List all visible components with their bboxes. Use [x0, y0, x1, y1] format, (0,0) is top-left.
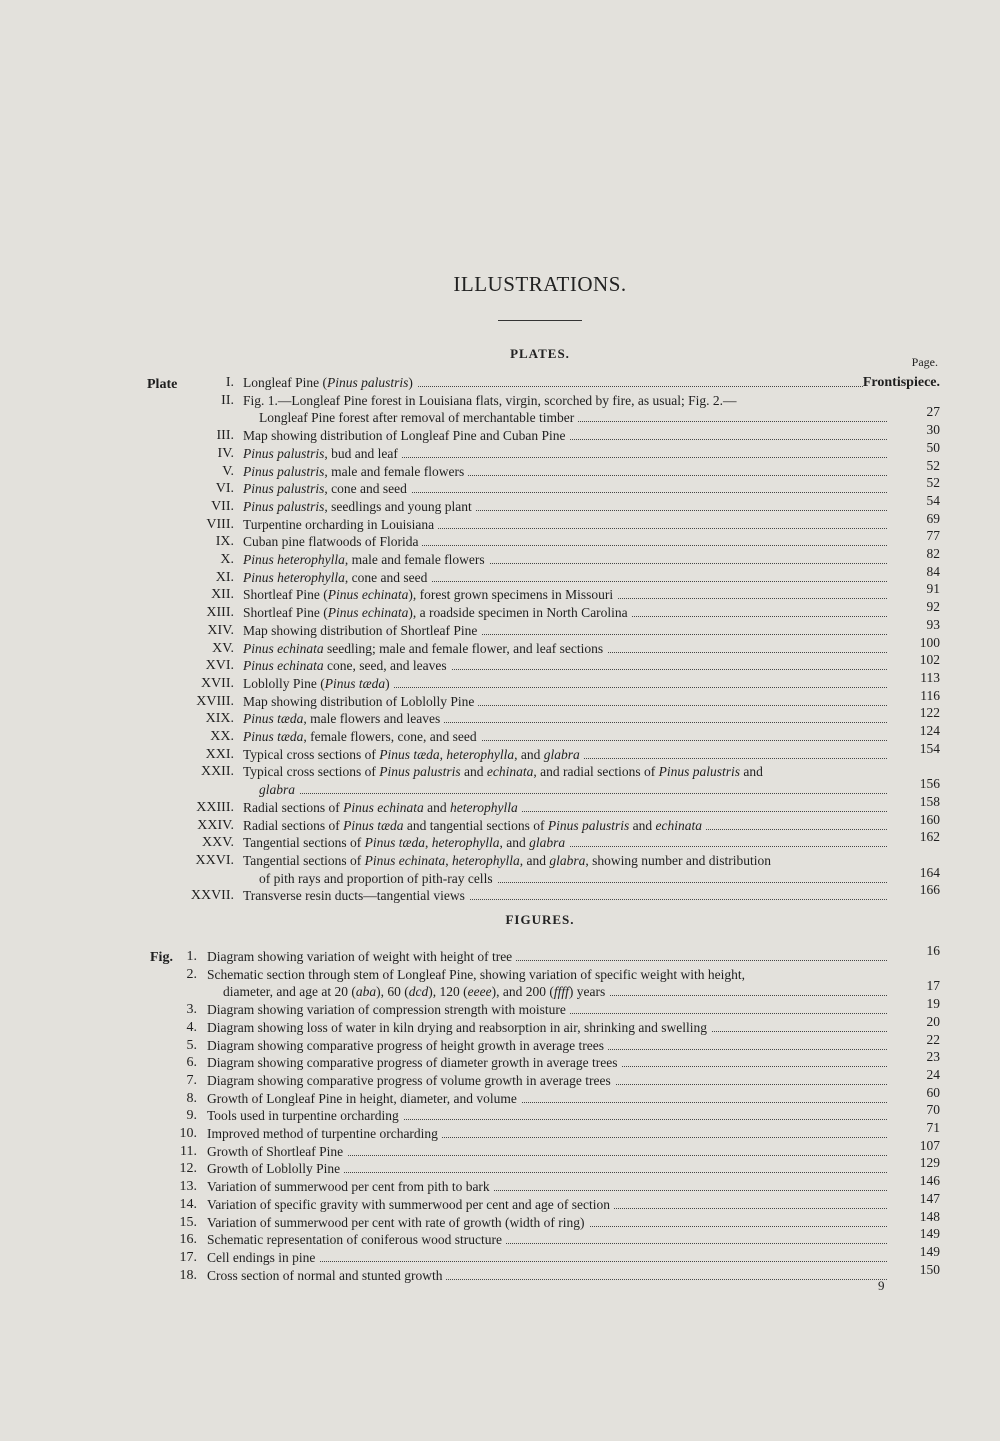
- figure-entry: [0, 1243, 1000, 1266]
- entry-number: IV.: [217, 445, 234, 461]
- entry-title: Diagram showing comparative progress of diameter growth in average trees: [207, 1055, 621, 1070]
- entry-title: Diagram showing comparative progress of volume growth in average trees: [207, 1073, 615, 1088]
- entry-title: Turpentine orcharding in Louisiana: [243, 517, 438, 532]
- entry-page-number: 146: [919, 1173, 940, 1189]
- figure-entry: [0, 1084, 1000, 1107]
- entry-page-number: 82: [926, 546, 940, 561]
- entry-number: 18.: [179, 1267, 197, 1283]
- entry-title: Map showing distribution of Shortleaf Pine: [243, 623, 481, 638]
- figure-entry: [0, 1066, 1000, 1089]
- entry-number: 7.: [186, 1072, 197, 1088]
- entry-number: 2.: [186, 966, 197, 982]
- entry-title: Pinus echinata cone, seed, and leaves: [243, 658, 451, 673]
- entry-title: Map showing distribution of Loblolly Pine: [243, 694, 478, 709]
- entry-page-number: 166: [919, 882, 940, 898]
- entry-title: Radial sections of Pinus tæda and tangential sections of Pinus palustris and echinata: [243, 818, 706, 833]
- entry-page-number: 158: [919, 793, 940, 809]
- entry-page-number: 148: [919, 1208, 940, 1224]
- plate-entry: [0, 439, 1000, 462]
- entry-title: Cuban pine flatwoods of Florida: [243, 534, 422, 549]
- entry-page-number: 91: [926, 581, 940, 597]
- entry-number: XXVII.: [190, 888, 234, 904]
- entry-page-number: 92: [926, 599, 940, 615]
- entry-number: 14.: [179, 1196, 197, 1212]
- entry-page-number: Frontispiece.: [862, 375, 940, 390]
- entry-number: I.: [225, 375, 234, 390]
- plate-entry: [0, 546, 1000, 568]
- plate-entry: [0, 475, 1000, 497]
- entry-continuation: [0, 864, 1000, 887]
- entry-title: Variation of summerwood per cent with rate of growth (width of ring): [207, 1215, 589, 1230]
- entry-number: III.: [216, 428, 234, 444]
- figure-entry: [0, 1013, 1000, 1036]
- entry-page-number: 116: [920, 687, 940, 703]
- entry-number: XVII.: [200, 675, 234, 691]
- entry-page-number: 23: [926, 1049, 940, 1065]
- plate-entry: [0, 793, 1000, 816]
- entry-page-number: 24: [926, 1066, 940, 1082]
- figure-entry: [0, 1031, 1000, 1054]
- entry-title: Growth of Longleaf Pine in height, diameter, and volume: [207, 1091, 521, 1106]
- entry-page-number: 60: [926, 1084, 940, 1100]
- entry-page-number: 100: [919, 634, 940, 650]
- entry-page-number: 27: [926, 404, 940, 420]
- entry-continuation: [0, 978, 1000, 1000]
- entry-title: Pinus tæda, female flowers, cone, and seed: [243, 729, 481, 744]
- entry-title: Tangential sections of Pinus echinata, heterophylla, and glabra, showing number and distribution: [243, 853, 775, 868]
- entry-title: Diagram showing variation of compression strength with moisture: [207, 1002, 570, 1017]
- entry-page-number: 52: [926, 475, 940, 491]
- entry-page-number: 20: [926, 1013, 940, 1029]
- entry-number: X.: [220, 552, 234, 567]
- entry-page-number: 50: [926, 439, 940, 455]
- entry-number: 1.: [186, 949, 197, 964]
- entry-number: XX.: [210, 729, 234, 744]
- entry-number: 12.: [179, 1161, 197, 1177]
- entry-page-number: 30: [926, 422, 940, 438]
- entry-title: Pinus palustris, cone and seed: [243, 481, 411, 496]
- entry-title: Shortleaf Pine (Pinus echinata), a roadside specimen in North Carolina: [243, 605, 632, 620]
- entry-number: 16.: [179, 1232, 197, 1248]
- entry-page-number: 93: [926, 616, 940, 632]
- figure-entry: [0, 1049, 1000, 1071]
- entry-title: Variation of specific gravity with summerwood per cent and age of section: [207, 1197, 614, 1212]
- plate-entry: [0, 581, 1000, 603]
- entry-title: Pinus palustris, seedlings and young plant: [243, 499, 476, 514]
- entry-number: XIII.: [206, 605, 234, 621]
- plate-entry: [0, 599, 1000, 621]
- entry-number: XXI.: [205, 746, 234, 762]
- plate-entry: [0, 634, 1000, 657]
- entry-title: Transverse resin ducts—tangential views: [243, 888, 469, 903]
- entry-number: 3.: [186, 1002, 197, 1018]
- entry-page-number: 52: [926, 457, 940, 473]
- entry-number: 13.: [179, 1179, 197, 1195]
- entry-continuation: [0, 776, 1000, 798]
- entry-title: Improved method of turpentine orcharding: [207, 1126, 442, 1141]
- figures-heading: FIGURES.: [505, 912, 575, 927]
- entry-number: 15.: [179, 1214, 197, 1230]
- entry-page-number: 84: [926, 563, 940, 579]
- entry-number: 4.: [186, 1019, 197, 1035]
- entry-page-number: 122: [919, 705, 940, 721]
- entry-number: XXIII.: [196, 799, 234, 815]
- entry-title: Schematic section through stem of Longleaf Pine, showing variation of specific weight with height,: [207, 967, 749, 982]
- entry-number: XIX.: [205, 711, 234, 727]
- figure-entry: [0, 1120, 1000, 1142]
- figure-entry: [0, 1155, 1000, 1177]
- entry-title: Schematic representation of coniferous wood structure: [207, 1232, 506, 1247]
- entry-title: Fig. 1.—Longleaf Pine forest in Louisiana flats, virgin, scorched by fire, as usual; Fig. 2.—: [243, 393, 741, 408]
- entry-page-number: 154: [919, 740, 940, 756]
- entry-page-number: 124: [919, 723, 940, 738]
- figure-entry: [0, 996, 1000, 1018]
- page-column-label: Page.: [911, 355, 938, 369]
- entry-page-number: 19: [926, 996, 940, 1012]
- entry-page-number: 129: [919, 1155, 940, 1171]
- entry-number: XVI.: [205, 658, 234, 674]
- entry-title: Tangential sections of Pinus tæda, heterophylla, and glabra: [243, 835, 569, 850]
- entry-page-number: 156: [919, 776, 940, 792]
- plate-group-label: Plate: [147, 377, 178, 392]
- entry-title-continued: Longleaf Pine forest after removal of merchantable timber: [259, 410, 578, 425]
- entry-page-number: 107: [919, 1137, 940, 1153]
- entry-number: VIII.: [206, 516, 234, 532]
- entry-title: Typical cross sections of Pinus tæda, heterophylla, and glabra: [243, 747, 584, 762]
- entry-title: Diagram showing comparative progress of height growth in average trees: [207, 1038, 608, 1053]
- entry-number: II.: [221, 392, 234, 408]
- entry-title-continued: glabra: [259, 782, 299, 797]
- entry-page-number: 160: [919, 811, 940, 827]
- entry-page-number: 150: [919, 1261, 940, 1277]
- plate-entry: [0, 528, 1000, 550]
- entry-title: Pinus heterophylla, cone and seed: [243, 570, 431, 585]
- entry-page-number: 147: [919, 1190, 940, 1206]
- page-number: 9: [878, 1278, 885, 1293]
- entry-title: Tools used in turpentine orcharding: [207, 1108, 403, 1123]
- entry-title: Variation of summerwood per cent from pith to bark: [207, 1179, 494, 1194]
- plate-entry: [0, 723, 1000, 745]
- plate-entry: [0, 882, 1000, 904]
- plate-entry: [0, 740, 1000, 763]
- entry-number: 8.: [186, 1090, 197, 1106]
- plate-entry: [0, 492, 1000, 515]
- entry-title: Map showing distribution of Longleaf Pine and Cuban Pine: [243, 428, 569, 443]
- plate-entry: [0, 811, 1000, 834]
- entry-number: XXII.: [200, 764, 234, 780]
- figure-entry: [0, 1261, 1000, 1284]
- entry-title-continued: diameter, and age at 20 (aba), 60 (dcd), 120 (eeee), and 200 (ffff) years: [223, 984, 609, 999]
- plate-entry: [0, 422, 1000, 444]
- entry-page-number: 149: [919, 1243, 940, 1259]
- entry-title: Typical cross sections of Pinus palustris and echinata, and radial sections of Pinus palustris and: [243, 764, 767, 779]
- plate-entry: [0, 687, 1000, 710]
- entry-page-number: 162: [919, 829, 940, 845]
- figure-entry: [0, 1208, 1000, 1231]
- entry-title: Pinus tæda, male flowers and leaves: [243, 711, 444, 726]
- entry-title: Pinus palustris, male and female flowers: [243, 464, 468, 479]
- plate-entry: [0, 669, 1000, 692]
- plate-entry: [0, 563, 1000, 586]
- entry-number: XI.: [215, 569, 234, 585]
- entry-number: XXIV.: [197, 817, 234, 833]
- entry-page-number: 164: [919, 864, 940, 880]
- entry-page-number: 71: [926, 1120, 940, 1135]
- figure-entry: [0, 1137, 1000, 1160]
- entry-title: Diagram showing loss of water in kiln drying and reabsorption in air, shrinking and swelling: [207, 1020, 711, 1035]
- figure-entry: [0, 943, 1000, 965]
- entry-number: XXVI.: [195, 852, 234, 868]
- figure-group-label: Fig.: [150, 950, 173, 965]
- figure-entry: [0, 966, 1000, 983]
- entry-title: Pinus palustris, bud and leaf: [243, 446, 402, 461]
- entry-number: XV.: [212, 640, 234, 656]
- plate-entry: [0, 763, 1000, 780]
- entry-number: 5.: [186, 1037, 197, 1053]
- plate-entry: [0, 457, 1000, 480]
- entry-page-number: 54: [926, 492, 940, 508]
- plate-entry: [0, 510, 1000, 533]
- entry-number: XVIII.: [196, 693, 234, 709]
- entry-page-number: 149: [919, 1226, 940, 1242]
- entry-number: IX.: [215, 534, 234, 550]
- page-title: ILLUSTRATIONS.: [453, 272, 627, 296]
- plate-entry: [0, 652, 1000, 674]
- entry-title: Growth of Loblolly Pine: [207, 1161, 344, 1176]
- plate-entry: [0, 852, 1000, 869]
- entry-title: Cross section of normal and stunted growth: [207, 1268, 446, 1283]
- entry-page-number: 70: [926, 1102, 940, 1118]
- entry-title: Pinus echinata seedling; male and female flower, and leaf sections: [243, 641, 607, 656]
- entry-title: Longleaf Pine (Pinus palustris): [243, 375, 417, 390]
- plate-entry: [0, 829, 1000, 851]
- plate-entry: [0, 392, 1000, 409]
- entry-title: Radial sections of Pinus echinata and heterophylla: [243, 800, 522, 815]
- entry-page-number: 69: [926, 510, 940, 526]
- entry-title: Shortleaf Pine (Pinus echinata), forest grown specimens in Missouri: [243, 587, 617, 602]
- entry-title: Loblolly Pine (Pinus tæda): [243, 676, 394, 691]
- entry-page-number: 77: [926, 528, 940, 544]
- figure-entry: [0, 1173, 1000, 1195]
- plate-entry: [0, 616, 1000, 639]
- plate-entry: [0, 705, 1000, 727]
- figure-entry: [0, 1102, 1000, 1124]
- entry-number: 9.: [186, 1108, 197, 1124]
- plate-entry: [0, 374, 1000, 391]
- entry-title-continued: of pith rays and proportion of pith-ray cells: [259, 871, 497, 886]
- entry-number: VII.: [211, 498, 234, 514]
- entry-continuation: [0, 404, 1000, 426]
- entry-title: Pinus heterophylla, male and female flowers: [243, 552, 489, 567]
- title-rule: [498, 320, 582, 321]
- entry-number: VI.: [215, 481, 234, 497]
- entry-title: Growth of Shortleaf Pine: [207, 1144, 347, 1159]
- entry-page-number: 17: [926, 978, 940, 994]
- entry-number: 10.: [179, 1126, 197, 1141]
- entry-page-number: 16: [926, 943, 940, 958]
- entry-number: XIV.: [207, 622, 234, 638]
- entry-title: Diagram showing variation of weight with height of tree: [207, 949, 516, 964]
- entry-page-number: 102: [919, 652, 940, 668]
- entry-number: 11.: [180, 1143, 197, 1159]
- entry-number: 6.: [186, 1055, 197, 1071]
- entry-title: Cell endings in pine: [207, 1250, 319, 1265]
- figure-entry: [0, 1190, 1000, 1213]
- entry-number: V.: [222, 463, 234, 479]
- entry-page-number: 113: [920, 669, 940, 685]
- figure-entry: [0, 1226, 1000, 1248]
- plates-heading: PLATES.: [510, 346, 570, 361]
- entry-page-number: 22: [926, 1031, 940, 1047]
- entry-number: 17.: [179, 1249, 197, 1265]
- entry-number: XII.: [211, 587, 234, 603]
- entry-number: XXV.: [201, 835, 234, 851]
